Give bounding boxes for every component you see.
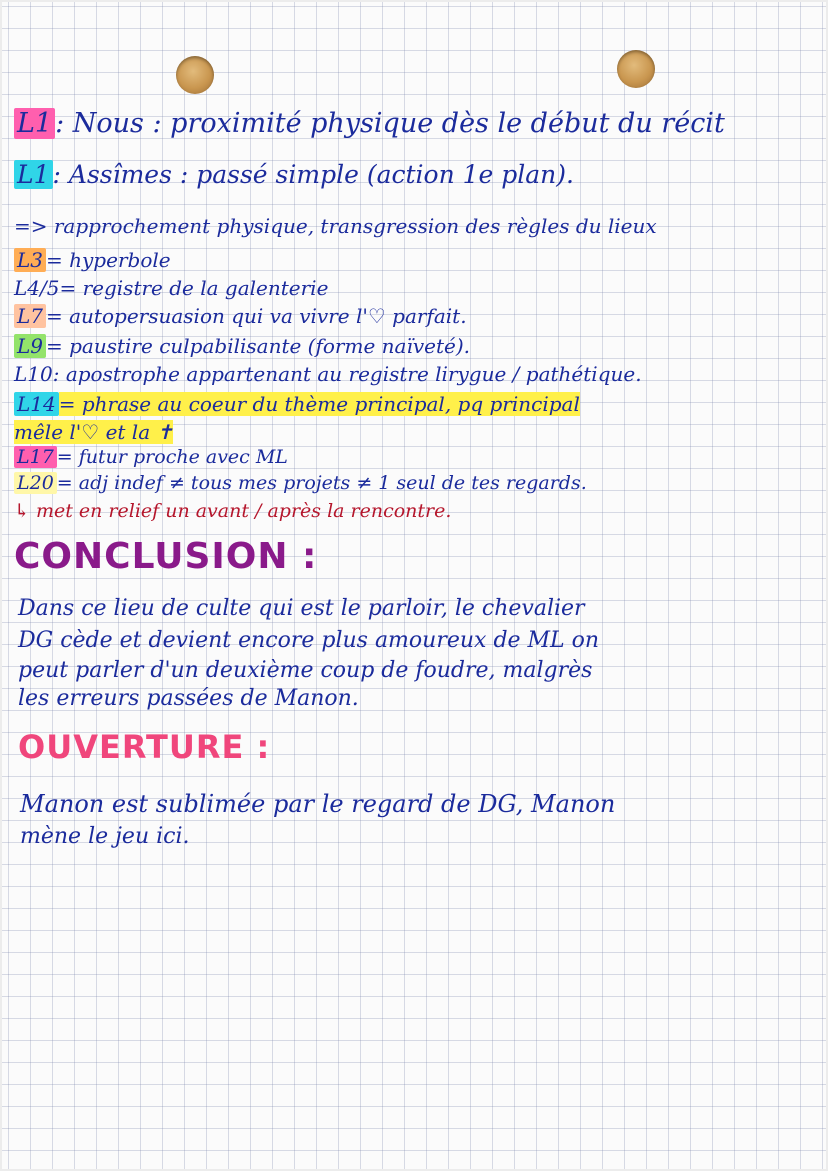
- line-ref-tag: L3: [14, 248, 46, 272]
- note-line: [14, 304, 467, 328]
- note-line: [14, 108, 725, 139]
- line-ref-tag: L7: [14, 304, 46, 328]
- binder-hole: [617, 50, 655, 88]
- note-text: : apostrophe appartenant au registre lirygue / pathétique.: [52, 362, 642, 386]
- note-line: [14, 500, 451, 522]
- line-ref-tag: L9: [14, 334, 46, 358]
- note-text: mêle l'♡ et la ✝: [14, 420, 174, 444]
- conclusion-line: peut parler d'un deuxième coup de foudre, malgrès: [18, 658, 593, 683]
- note-line: [14, 420, 173, 444]
- line-ref-tag: L1: [14, 108, 55, 139]
- note-line: [14, 362, 642, 386]
- line-ref-tag: L4/5: [14, 276, 60, 300]
- ouverture-line: Manon est sublimée par le regard de DG, Manon: [20, 790, 616, 818]
- note-text: = autopersuasion qui va vivre l'♡ parfait.: [46, 304, 467, 328]
- note-line: [14, 160, 574, 189]
- note-text: => rapprochement physique, transgression des règles du lieux: [14, 214, 657, 238]
- binder-hole: [176, 56, 214, 94]
- note-text: = paustire culpabilisante (forme naïveté).: [46, 334, 471, 358]
- line-ref-tag: L1: [14, 160, 53, 189]
- note-line: [14, 248, 171, 272]
- note-text: : Nous : proximité physique dès le début du récit: [55, 108, 725, 139]
- note-line: [14, 392, 580, 416]
- note-text: : Assîmes : passé simple (action 1e plan).: [52, 160, 574, 189]
- note-line: [14, 446, 288, 468]
- note-text: = adj indef ≠ tous mes projets ≠ 1 seul de tes regards.: [56, 472, 587, 494]
- conclusion-line: les erreurs passées de Manon.: [18, 686, 359, 711]
- conclusion-line: Dans ce lieu de culte qui est le parloir, le chevalier: [18, 596, 585, 621]
- note-line: [14, 334, 470, 358]
- note-text: ↳ met en relief un avant / après la rencontre.: [14, 500, 452, 522]
- conclusion-heading: CONCLUSION :: [14, 536, 318, 577]
- note-text: = futur proche avec ML: [56, 446, 288, 468]
- line-ref-tag: L20: [14, 472, 57, 494]
- note-text: = registre de la galenterie: [59, 276, 329, 300]
- line-ref-tag: L10: [14, 362, 53, 386]
- line-ref-tag: L17: [14, 446, 57, 468]
- note-line: [14, 276, 328, 300]
- ouverture-heading: OUVERTURE :: [18, 728, 271, 766]
- ouverture-line: mène le jeu ici.: [20, 824, 190, 849]
- conclusion-line: DG cède et devient encore plus amoureux de ML on: [18, 628, 600, 653]
- note-line: [14, 214, 657, 238]
- note-text: = hyperbole: [46, 248, 171, 272]
- line-ref-tag: L14: [14, 392, 59, 416]
- note-text: = phrase au coeur du thème principal, pq principal: [58, 392, 580, 416]
- note-line: [14, 472, 587, 494]
